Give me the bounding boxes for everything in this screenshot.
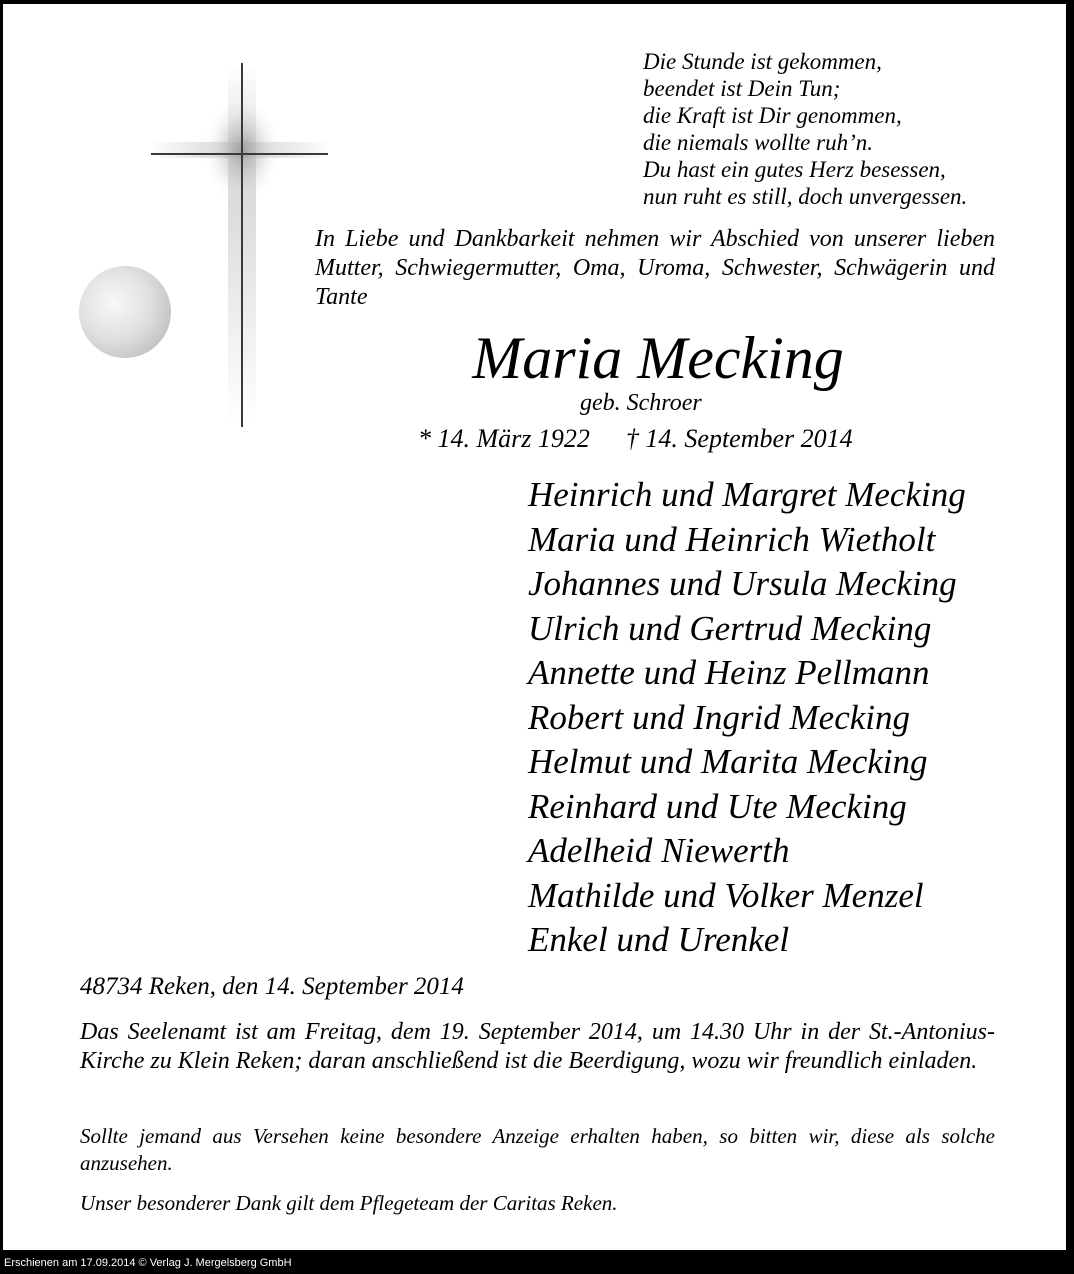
- list-item: Enkel und Urenkel: [528, 920, 790, 959]
- thanks-text: Unser besonderer Dank gilt dem Pflegeteam der Caritas Reken.: [80, 1191, 618, 1215]
- death-date: † 14. September 2014: [625, 424, 853, 453]
- mourners-list: [528, 473, 966, 963]
- deceased-name: Maria Mecking: [472, 325, 844, 391]
- life-dates: [418, 424, 853, 454]
- list-item: Maria und Heinrich Wietholt: [528, 519, 936, 559]
- intro-text: In Liebe und Dankbarkeit nehmen wir Abschied von unserer lieben Mutter, Schwiegermutter, Oma, Uroma, Schwester, Schwägerin und Tante: [315, 226, 995, 310]
- list-item: Heinrich und Margret Mecking: [528, 475, 966, 514]
- notice-text: Sollte jemand aus Versehen keine besondere Anzeige erhalten haben, so bitten wir, diese als solche anzusehen.: [80, 1124, 995, 1175]
- list-item: Ulrich und Gertrud Mecking: [528, 608, 932, 648]
- list-item: Johannes und Ursula Mecking: [528, 564, 957, 603]
- poem-line: beendet ist Dein Tun;: [643, 76, 841, 101]
- list-item: Adelheid Niewerth: [528, 831, 790, 870]
- birth-name: geb. Schroer: [580, 390, 702, 416]
- list-item: Annette und Heinz Pellmann: [528, 653, 930, 692]
- poem-line: Du hast ein gutes Herz besessen,: [643, 157, 946, 182]
- poem-line: die Kraft ist Dir genommen,: [643, 103, 902, 128]
- birth-date: * 14. März 1922: [418, 424, 590, 453]
- poem-line: Die Stunde ist gekommen,: [643, 49, 882, 74]
- poem-line: die niemals wollte ruh’n.: [643, 130, 873, 155]
- footer-credit: Erschienen am 17.09.2014 © Verlag J. Mergelsberg GmbH: [4, 1257, 292, 1269]
- poem: [643, 48, 967, 210]
- place-date: 48734 Reken, den 14. September 2014: [80, 973, 464, 1000]
- list-item: Robert und Ingrid Mecking: [528, 697, 910, 737]
- list-item: Mathilde und Volker Menzel: [528, 875, 924, 915]
- list-item: Reinhard und Ute Mecking: [528, 786, 907, 826]
- list-item: Helmut und Marita Mecking: [528, 742, 928, 781]
- service-info: Das Seelenamt ist am Freitag, dem 19. September 2014, um 14.30 Uhr in der St.-Antonius-Kirche zu Klein Reken; daran anschließend ist die Beerdigung, wozu wir freundlich einladen.: [80, 1019, 995, 1074]
- poem-line: nun ruht es still, doch unvergessen.: [643, 184, 968, 209]
